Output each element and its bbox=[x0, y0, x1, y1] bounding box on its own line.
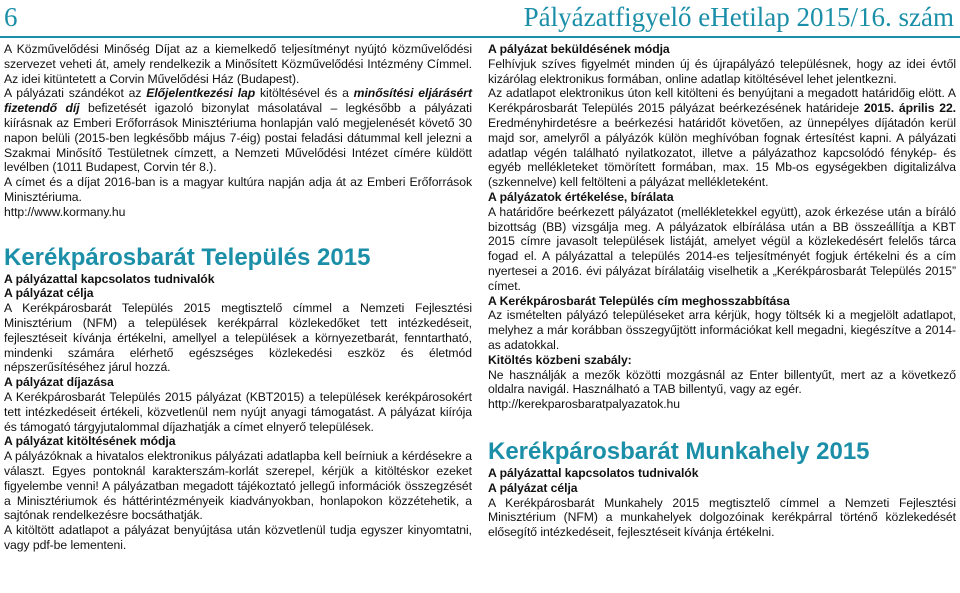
left-column bbox=[4, 42, 472, 553]
text-run: kitöltésével és a bbox=[255, 86, 354, 101]
source-link[interactable]: http://www.kormany.hu bbox=[4, 204, 126, 219]
application-intent-paragraph bbox=[4, 86, 472, 175]
text-run: Eredményhirdetésre a beérkezési határidőt követően, az ünnepélyes díjátadón kerül majd sor, amelyről a pályázók külön meghívóban fognak értesítést kapni. A pályázati adatlap végén található nyilatkozatot, illetve a pályázathoz kapcsolódó fénykép- és egyéb mellékleteket tömörített formában, max. 15 Mb-os egységekben digitalizálva (szkennelve) kell feltölteni a pályázat mellékleteként. bbox=[488, 115, 956, 190]
eval-text: A határidőre beérkezett pályázatot (mellékletekkel együtt), azok érkezése után a bíráló bizottság (BB) vizsgálja meg. A pályázatok elbírálása után a BB összeállítja a KBT 2015 címre javasolt települések listáját, amelyet végül a közlekedésért felelős tárca fogad el. A pályázattal a település 2014-es teljesítményét fogjuk értékelni és a cím nyertesei a 2016. évi pályázat bírálatáig viselhetik a „Kerékpárosbarát Település 2015” címet. bbox=[488, 204, 956, 293]
goal-text: A Kerékpárosbarát Település 2015 megtisztelő címmel a Nemzeti Fejlesztési Minisztérium (NFM) a települések kerékpárral közlekedőket tett intézkedéseit, fejlesztéseit kívánja értékelni, amellyel a települések a környezetbarát, fenntartható, mindenki számára elérhető egészséges közlekedési eszköz és életmód népszerűsítéséhez járul hozzá. bbox=[4, 301, 472, 375]
submit-text: Felhívjuk szíves figyelmét minden új és újrapályázó településnek, hogy az idei évtől kizárólag elektronikus formában, online adatlap kitöltésével lehet jelentkezni. bbox=[488, 56, 956, 86]
right-column bbox=[488, 42, 956, 540]
prize-heading: A pályázat díjazása bbox=[4, 375, 114, 390]
section-title-kbm: Kerékpárosbarát Munkahely 2015 bbox=[488, 437, 870, 465]
header-rule bbox=[0, 36, 960, 38]
extension-heading: A Kerékpárosbarát Település cím meghosszabbítása bbox=[488, 293, 790, 308]
goal-heading: A pályázat célja bbox=[488, 480, 578, 495]
page-header bbox=[0, 0, 960, 40]
fill-text: A pályázóknak a hivatalos elektronikus pályázati adatlapba kell beírniuk a kérdésekre a választ. Egyes pontoknál karakterszám-korlát szerepel, kérjük a kitöltéskor ezeket figyelembe venni! A pályázatban megadott tájékoztató jellegű információk összegzését a Minisztériumok és háttérintézményeik kiadványokban, honlapokon közzétehetik, a sajtónak rendelkezésre bocsáthatják. bbox=[4, 449, 472, 523]
deadline-date: 2015. április 22. bbox=[863, 101, 957, 116]
spacer bbox=[488, 412, 956, 438]
kbt-link[interactable]: http://kerekparosbaratpalyazatok.hu bbox=[488, 397, 681, 412]
spacer bbox=[4, 220, 472, 240]
extension-text: Az ismételten pályázó településeket arra kérjük, hogy töltsék ki a megjelölt adatlapot, melyhez a már korábban összegyűjtött információkat kell megadni, kiegészítve a 2014-as adatokkal. bbox=[488, 308, 956, 352]
prize-text: A Kerékpárosbarát Település 2015 pályázat (KBT2015) a települések kerékpárosokért tett intézkedéseit értékeli, közvetlenül nem nyújt anyagi támogatást. A pályázat kiírója és támogató tárgyjutalommal díjazhatják a címet elnyerő települések. bbox=[4, 389, 472, 434]
text-run: Az adatlapot elektronikus úton kell kitölteni és benyújtani a megadott határidőig elött. A Kerékpárosbarát Település 2015 pályázat beérkezésének határideje bbox=[488, 86, 956, 116]
info-subheading: A pályázattal kapcsolatos tudnivalók bbox=[4, 271, 215, 286]
goal-heading: A pályázat célja bbox=[4, 286, 94, 301]
fee-term: minősítési eljárásért fizetendő díj bbox=[4, 86, 472, 116]
publication-title: Pályázatfigyelő eHetilap 2015/16. szám bbox=[523, 2, 954, 32]
rule-text: Ne használják a mezők közötti mozgásnál az Enter billentyűt, mert az a következő oldalra navigál. Használható a TAB billentyű, vagy az egér. bbox=[488, 367, 956, 397]
text-run: A pályázati szándékot az bbox=[4, 86, 147, 101]
submit-heading: A pályázat beküldésének módja bbox=[488, 42, 670, 56]
page-number: 6 bbox=[4, 2, 18, 32]
prereg-form-term: Előjelentkezési lap bbox=[146, 86, 256, 101]
text-run: befizetését igazoló bizonylat másolatával – legkésőbb a pályázati kiírásnak az Emberi Erőforrások Minisztériuma honlapján való megjelenését követő 30 napon belüli (2015-ben legkésőbb május 7-éig) postai feladási dátummal kell jelezni a Szakmai Minősítő Testületnek címzett, a Nemzeti Művelődési Intézet címére küldött levélben (1011 Budapest, Corvin tér 8.). bbox=[4, 101, 472, 175]
section-title-kbt: Kerékpárosbarát Település 2015 bbox=[4, 243, 371, 271]
deadline-paragraph bbox=[488, 86, 956, 190]
fill-text-2: A kitöltött adatlapot a pályázat benyújtása után közvetlenül tudja egyszer kinyomtatni, vagy pdf-be lementeni. bbox=[4, 523, 472, 552]
fill-heading: A pályázat kitöltésének módja bbox=[4, 434, 176, 449]
award-paragraph: A Közművelődési Minőség Díjat az a kiemelkedő teljesítményt nyújtó közművelődési szervezet veheti át, amely rendelkezik a Minősített Közművelődési Intézmény Címmel. Az idei kitüntetett a Corvin Művelődési Ház (Budapest). bbox=[4, 42, 472, 86]
award-ceremony-paragraph: A címet és a díjat 2016-ban is a magyar kultúra napján adja át az Emberi Erőforrások Minisztériuma. bbox=[4, 175, 472, 204]
eval-heading: A pályázatok értékelése, bírálata bbox=[488, 189, 674, 204]
rule-heading: Kitöltés közbeni szabály: bbox=[488, 352, 632, 367]
goal-text: A Kerékpárosbarát Munkahely 2015 megtisztelő címmel a Nemzeti Fejlesztési Minisztérium (NFM) a munkahelyek dolgozóinak kerékpárral történő közlekedését elősegítő intézkedéseit, fejlesztéseit kívánja értékelni. bbox=[488, 495, 956, 540]
info-subheading: A pályázattal kapcsolatos tudnivalók bbox=[488, 465, 699, 480]
